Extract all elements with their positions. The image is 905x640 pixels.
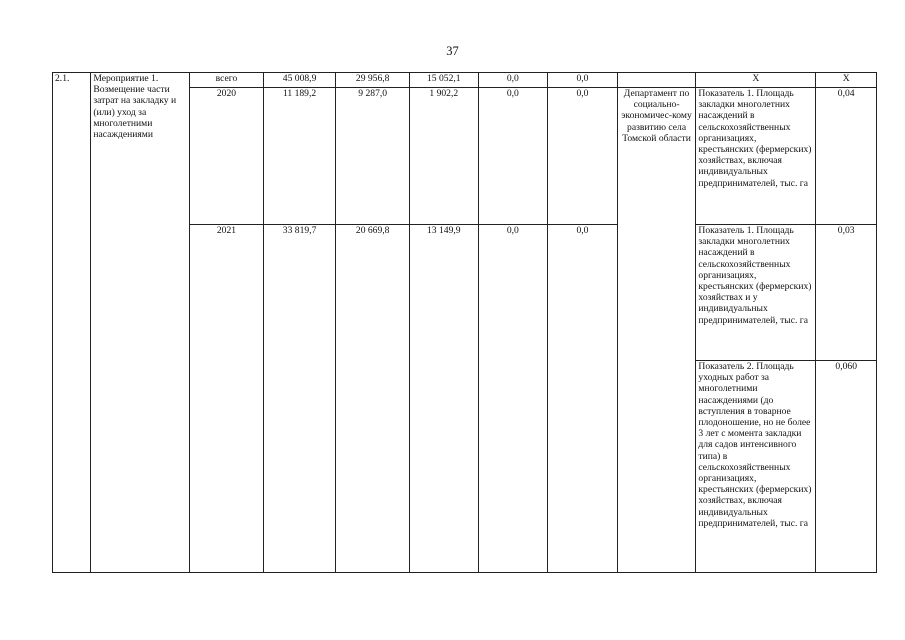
value-regional: 15 052,1 [410, 73, 479, 88]
department-empty-cell [617, 73, 696, 88]
value-federal: 29 956,8 [336, 73, 410, 88]
value-local: 0,0 [478, 73, 548, 88]
event-name: Мероприятие 1. Возмещение части затрат на закладку и (или) уход за многолетними насаждениями [91, 73, 190, 573]
value-total: 11 189,2 [263, 88, 336, 225]
page-number: 37 [446, 44, 459, 58]
value-other: 0,0 [548, 73, 618, 88]
value-regional: 1 902,2 [410, 88, 479, 225]
year-label: 2021 [190, 225, 264, 573]
indicator-value: 0,04 [816, 88, 877, 225]
table-row-total [53, 73, 877, 88]
value-federal: 20 669,8 [336, 225, 410, 573]
row-number: 2.1. [53, 73, 91, 573]
value-local: 0,0 [478, 88, 548, 225]
value-regional: 13 149,9 [410, 225, 479, 573]
indicator-text: Показатель 1. Площадь закладки многолетних насаждений в сельскохозяйственных организациях, крестьянских (фермерских) хозяйствах, включая индивидуальных предпринимателей, тыс. га [696, 88, 816, 225]
department-name: Департамент по социально-экономичес-кому развитию села Томской области [617, 88, 696, 573]
indicator-text: Показатель 1. Площадь закладки многолетних насаждений в сельскохозяйственных организациях, крестьянских (фермерских) хозяйствах и у индивидуальных предпринимателей, тыс. га [696, 225, 816, 361]
indicator-value: 0,060 [816, 361, 877, 573]
value-other: 0,0 [548, 88, 618, 225]
indicator-value: Х [816, 73, 877, 88]
value-local: 0,0 [478, 225, 548, 573]
value-total: 45 008,9 [263, 73, 336, 88]
year-label: 2020 [190, 88, 264, 225]
indicator-text: Х [696, 73, 816, 88]
value-federal: 9 287,0 [336, 88, 410, 225]
value-other: 0,0 [548, 225, 618, 573]
program-table [52, 72, 877, 573]
year-label: всего [190, 73, 264, 88]
indicator-text: Показатель 2. Площадь уходных работ за многолетними насаждениями (до вступления в товарное плодоношение, но не более 3 лет с момента закладки для садов интенсивного типа) в сельскохозяйственных организациях, крестьянских (фермерских) хозяйствах, включая индивидуальных предпринимателей, тыс. га [696, 361, 816, 573]
indicator-value: 0,03 [816, 225, 877, 361]
value-total: 33 819,7 [263, 225, 336, 573]
